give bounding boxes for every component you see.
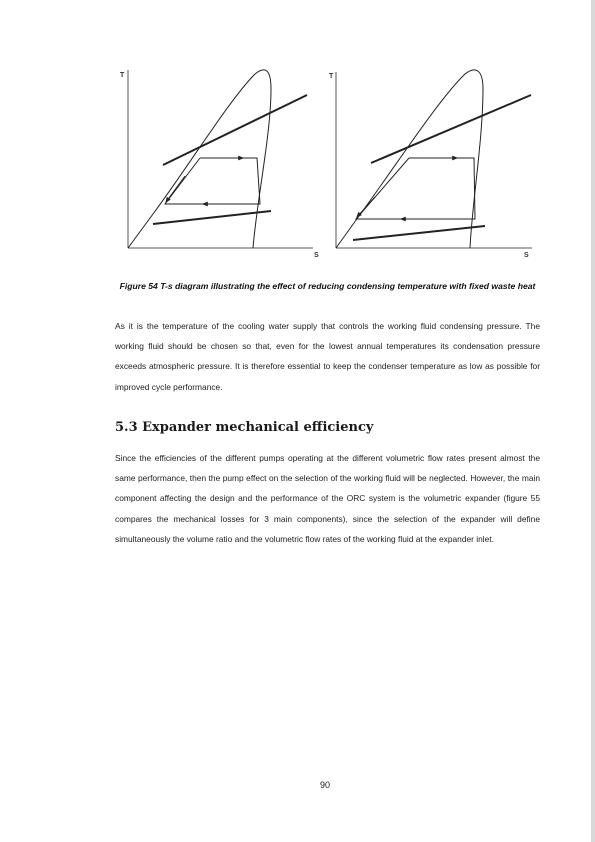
heat-source-line bbox=[163, 95, 307, 165]
cycle-path bbox=[165, 158, 260, 204]
paragraph-2: Since the efficiencies of the different pumps operating at the different volumetric flow rates present almost the same performance, then the pump effect on the selection of the working fluid will be neglected. However, the main component affecting the design and the performance of the ORC system is the volumetric expander (figure 55 compares the mechanical losses for 3 main components), since the selection of the expander will define simultaneously the volume ratio and the volumetric flow rates of the working fluid at the expander inlet. bbox=[115, 453, 540, 544]
s-axis-label: S bbox=[314, 252, 319, 259]
cooling-water-line bbox=[153, 211, 271, 224]
cycle-path bbox=[356, 158, 475, 219]
figure-54 bbox=[115, 64, 540, 264]
paragraph-1: As it is the temperature of the cooling water supply that controls the working fluid condensing pressure. The working fluid should be chosen so that, even for the lowest annual temperatures its condensation pressure exceeds atmospheric pressure. It is therefore essential to keep the condenser temperature as low as possible for improved cycle performance. bbox=[115, 321, 540, 392]
saturation-dome bbox=[336, 70, 483, 248]
t-axis-label: T bbox=[120, 72, 125, 79]
ts-diagram-right bbox=[327, 64, 540, 264]
page-number: 90 bbox=[319, 780, 330, 790]
cooling-water-line bbox=[353, 226, 485, 240]
section-heading: 5.3 Expander mechanical efficiency bbox=[115, 420, 374, 435]
heat-source-line bbox=[371, 95, 531, 163]
t-axis-label: T bbox=[329, 73, 334, 80]
figure-caption: Figure 54 T-s diagram illustrating the effect of reducing condensing temperature with fixed waste heat bbox=[119, 281, 536, 291]
ts-diagram-left bbox=[115, 64, 320, 264]
s-axis-label: S bbox=[524, 252, 529, 259]
page-edge bbox=[591, 0, 595, 842]
